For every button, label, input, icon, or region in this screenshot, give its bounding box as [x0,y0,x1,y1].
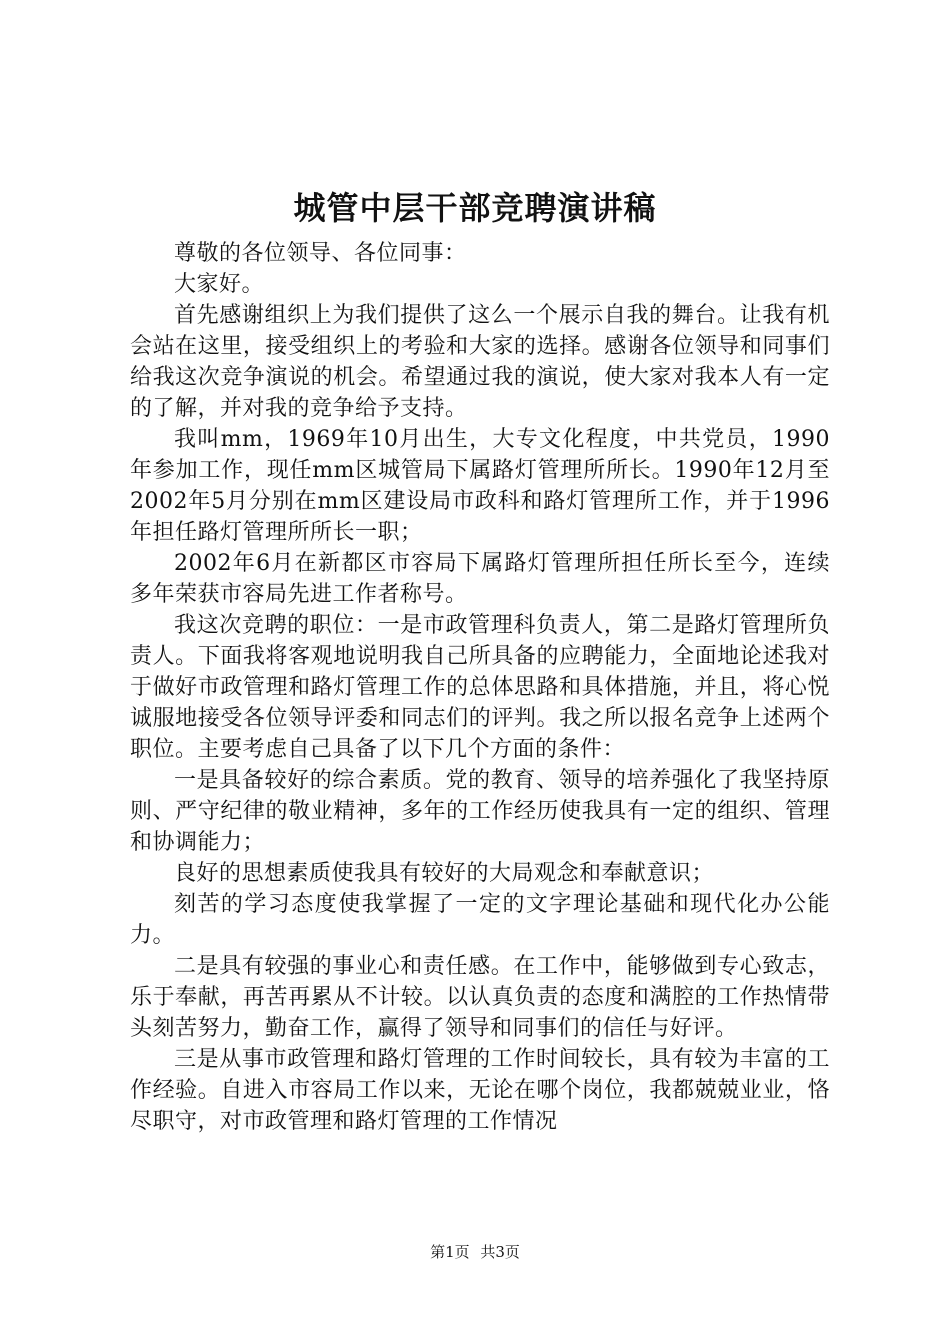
document-body [130,238,830,1137]
paragraph: 首先感谢组织上为我们提供了这么一个展示自我的舞台。让我有机会站在这里，接受组织上的考验和大家的选择。感谢各位领导和同事们给我这次竞争演说的机会。希望通过我的演说，使大家对我本人有一定的了解，并对我的竞争给予支持。 [130,303,830,421]
paragraph: 一是具备较好的综合素质。党的教育、领导的培养强化了我坚持原则、严守纪律的敬业精神，多年的工作经历使我具有一定的组织、管理和协调能力； [130,768,830,855]
paragraph: 二是具有较强的事业心和责任感。在工作中，能够做到专心致志，乐于奉献，再苦再累从不计较。以认真负责的态度和满腔的工作热情带头刻苦努力，勤奋工作，赢得了领导和同事们的信任与好评。 [130,954,830,1041]
paragraph: 刻苦的学习态度使我掌握了一定的文字理论基础和现代化办公能力。 [130,892,830,948]
document-title: 城管中层干部竞聘演讲稿 [293,189,657,227]
greeting: 大家好。 [174,272,265,297]
paragraph: 良好的思想素质使我具有较好的大局观念和奉献意识； [174,861,715,886]
paragraph: 2002年6月在新都区市容局下属路灯管理所担任所长至今，连续多年荣获市容局先进工作者称号。 [130,551,830,607]
page-total: 共3页 [480,1243,520,1261]
page-footer [0,1242,950,1262]
paragraph: 我这次竞聘的职位：一是市政管理科负责人，第二是路灯管理所负责人。下面我将客观地说明我自己所具备的应聘能力，全面地论述我对于做好市政管理和路灯管理工作的总体思路和具体措施，并且，将心悦诚服地接受各位领导评委和同志们的评判。我之所以报名竞争上述两个职位。主要考虑自己具备了以下几个方面的条件： [130,613,830,762]
salutation: 尊敬的各位领导、各位同事： [174,241,467,266]
paragraph: 三是从事市政管理和路灯管理的工作时间较长，具有较为丰富的工作经验。自进入市容局工作以来，无论在哪个岗位，我都兢兢业业，恪尽职守，对市政管理和路灯管理的工作情况 [130,1047,830,1134]
page-number: 第1页 [430,1243,470,1261]
paragraph: 我叫mm，1969年10月出生，大专文化程度，中共党员，1990年参加工作，现任mm区城管局下属路灯管理所所长。1990年12月至2002年5月分别在mm区建设局市政科和路灯管理所工作，并于1996年担任路灯管理所所长一职； [130,427,830,545]
